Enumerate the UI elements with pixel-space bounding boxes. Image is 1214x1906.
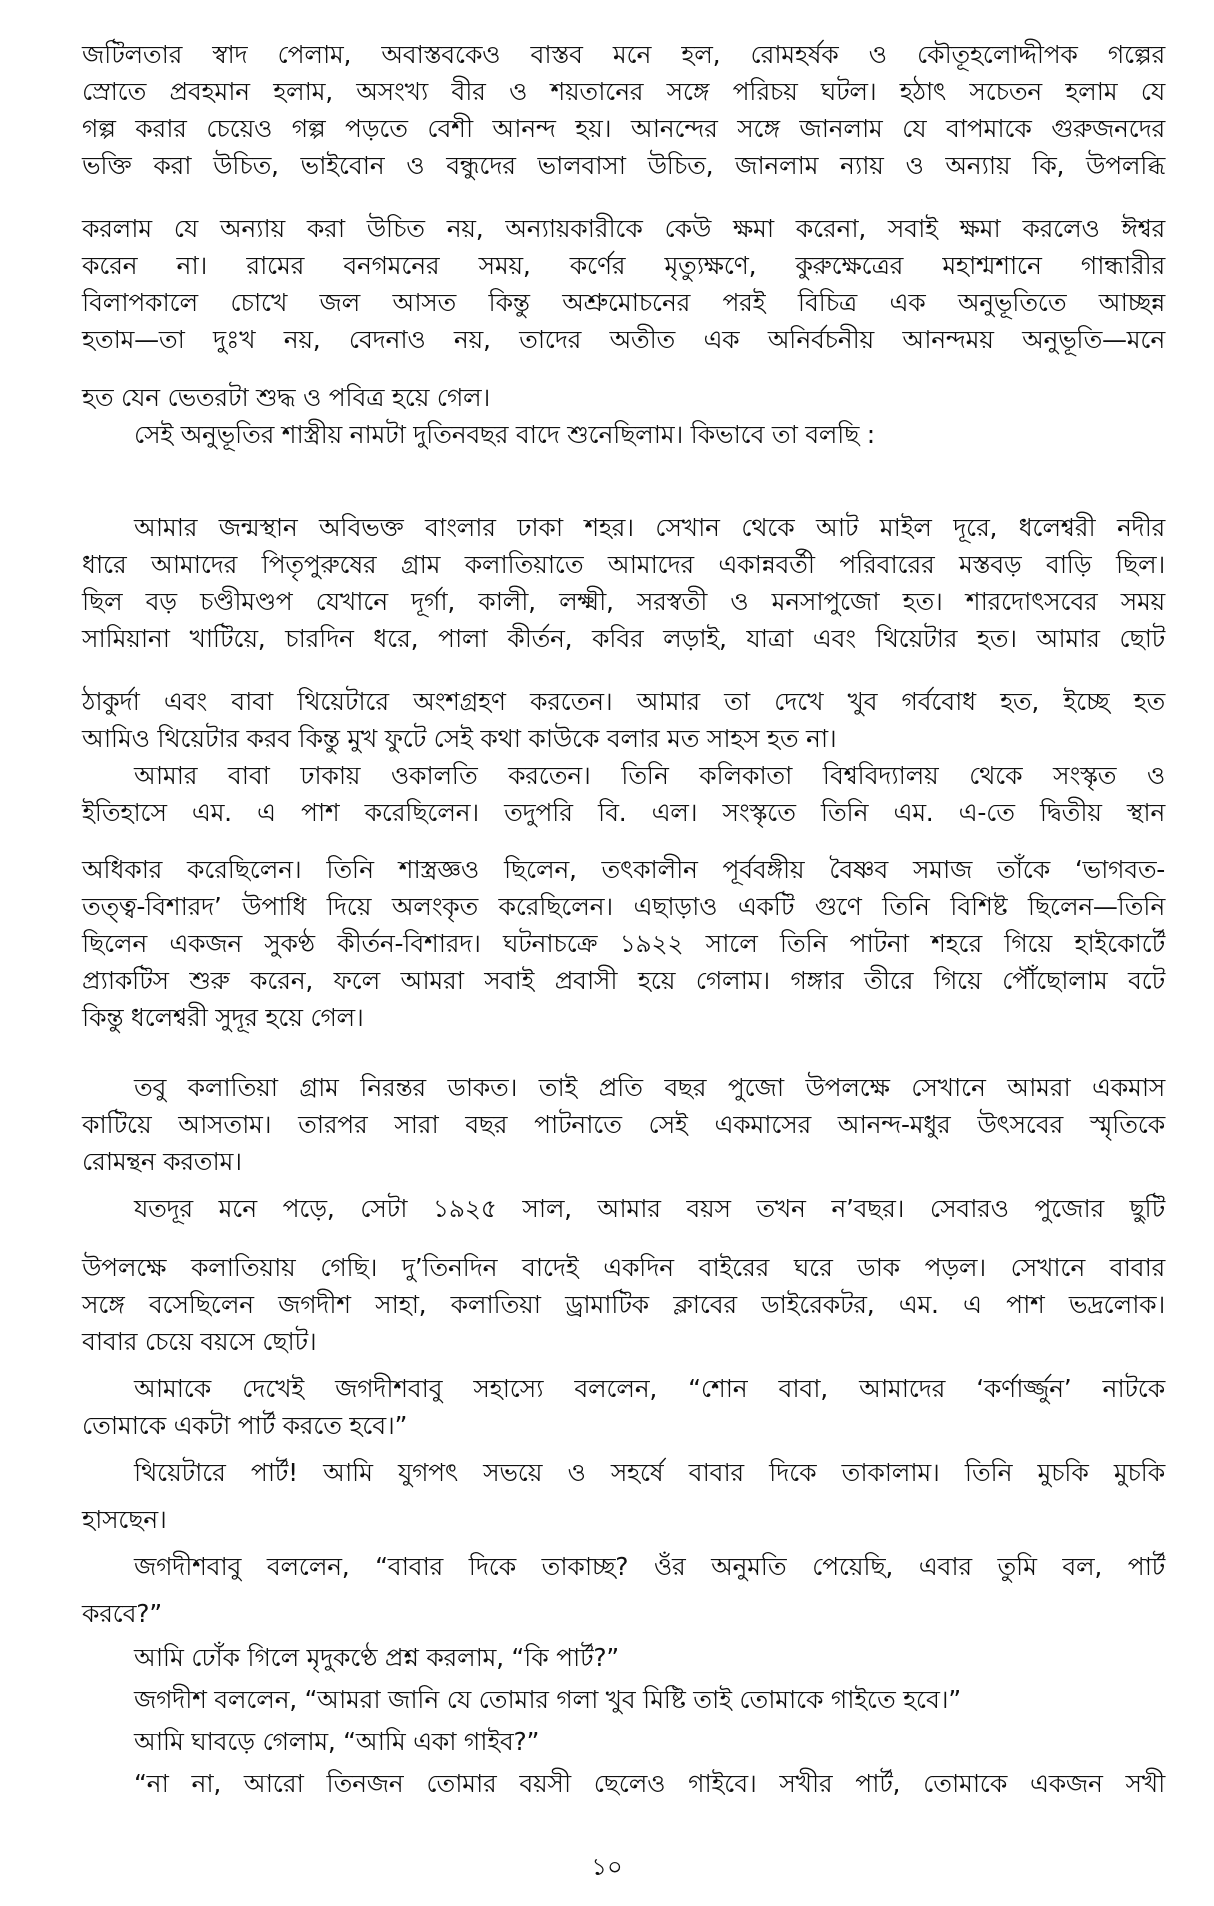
text-line: ইতিহাসে এম. এ পাশ করেছিলেন। তদুপরি বি. এল। সংস্কৃতে তিনি এম. এ-তে দ্বিতীয় স্থান — [82, 798, 1165, 827]
text-line: স্রোতে প্রবহমান হলাম, অসংখ্য বীর ও শয়তানের সঙ্গে পরিচয় ঘটল। হঠাৎ সচেতন হলাম যে — [82, 77, 1165, 106]
text-line: বিলাপকালে চোখে জল আসত কিন্তু অশ্রুমোচনের পরই বিচিত্র এক অনুভূতিতে আচ্ছন্ন — [82, 288, 1165, 317]
text-line: আমিও থিয়েটার করব কিন্তু মুখ ফুটে সেই কথা কাউকে বলার মত সাহস হত না। — [82, 724, 837, 753]
text-line: জগদীশ বললেন, “আমরা জানি যে তোমার গলা খুব মিষ্টি তাই তোমাকে গাইতে হবে।” — [134, 1685, 961, 1714]
text-line: জটিলতার স্বাদ পেলাম, অবাস্তবকেও বাস্তব মনে হল, রোমহর্ষক ও কৌতূহলোদ্দীপক গল্পের — [82, 40, 1165, 69]
text-line: উপলক্ষে কলাতিয়ায় গেছি। দু’তিনদিন বাদেই একদিন বাইরের ঘরে ডাক পড়ল। সেখানে বাবার — [82, 1253, 1165, 1282]
text-line: হাসছেন। — [82, 1505, 167, 1534]
text-line: প্র্যাকটিস শুরু করেন, ফলে আমরা সবাই প্রবাসী হয়ে গেলাম। গঙ্গার তীরে গিয়ে পৌঁছোলাম বটে — [82, 966, 1165, 995]
text-line: সেই অনুভূতির শাস্ত্রীয় নামটা দুতিনবছর বাদে শুনেছিলাম। কিভাবে তা বলছি : — [134, 420, 875, 449]
text-line: “না না, আরো তিনজন তোমার বয়সী ছেলেও গাইবে। সখীর পার্ট, তোমাকে একজন সখী — [134, 1769, 1165, 1798]
text-line: অধিকার করেছিলেন। তিনি শাস্ত্রজ্ঞও ছিলেন, তৎকালীন পূর্ববঙ্গীয় বৈষ্ণব সমাজ তাঁকে ‘ভাগবত- — [82, 855, 1165, 884]
text-line: হত যেন ভেতরটা শুদ্ধ ও পবিত্র হয়ে গেল। — [82, 383, 491, 412]
text-line: রোমন্থন করতাম। — [82, 1147, 242, 1176]
text-line: তবু কলাতিয়া গ্রাম নিরন্তর ডাকত। তাই প্রতি বছর পুজো উপলক্ষে সেখানে আমরা একমাস — [134, 1073, 1165, 1102]
page-number: ১০ — [591, 1853, 623, 1881]
text-line: তত্ত্ব-বিশারদ’ উপাধি দিয়ে অলংকৃত করেছিলেন। এছাড়াও একটি গুণে তিনি বিশিষ্ট ছিলেন—তিনি — [82, 892, 1165, 921]
text-line: করেন না। রামের বনগমনের সময়, কর্ণের মৃত্যুক্ষণে, কুরুক্ষেত্রের মহাশ্মশানে গান্ধারীর — [82, 251, 1165, 280]
text-line: করলাম যে অন্যায় করা উচিত নয়, অন্যায়কারীকে কেউ ক্ষমা করেনা, সবাই ক্ষমা করলেও ঈশ্বর — [82, 214, 1165, 243]
text-line: ঠাকুর্দা এবং বাবা থিয়েটারে অংশগ্রহণ করতেন। আমার তা দেখে খুব গর্ববোধ হত, ইচ্ছে হত — [82, 687, 1165, 716]
text-line: সঙ্গে বসেছিলেন জগদীশ সাহা, কলাতিয়া ড্রামাটিক ক্লাবের ডাইরেকটর, এম. এ পাশ ভদ্রলোক। — [82, 1290, 1165, 1319]
text-line: যতদূর মনে পড়ে, সেটা ১৯২৫ সাল, আমার বয়স তখন ন’বছর। সেবারও পুজোর ছুটি — [134, 1194, 1165, 1223]
text-line: সামিয়ানা খাটিয়ে, চারদিন ধরে, পালা কীর্তন, কবির লড়াই, যাত্রা এবং থিয়েটার হত। আমার ছোট — [82, 624, 1165, 653]
text-line: আমি ঢোঁক গিলে মৃদুকণ্ঠে প্রশ্ন করলাম, “কি পার্ট?” — [134, 1643, 619, 1672]
text-line: থিয়েটারে পার্ট! আমি যুগপৎ সভয়ে ও সহর্ষে বাবার দিকে তাকালাম। তিনি মুচকি মুচকি — [134, 1458, 1165, 1487]
text-line: জগদীশবাবু বললেন, “বাবার দিকে তাকাচ্ছ? ওঁর অনুমতি পেয়েছি, এবার তুমি বল, পার্ট — [134, 1552, 1165, 1581]
text-line: বাবার চেয়ে বয়সে ছোট। — [82, 1327, 317, 1356]
text-line: আমার জন্মস্থান অবিভক্ত বাংলার ঢাকা শহর। সেখান থেকে আট মাইল দূরে, ধলেশ্বরী নদীর — [134, 513, 1165, 542]
text-line: কিন্তু ধলেশ্বরী সুদূর হয়ে গেল। — [82, 1003, 364, 1032]
text-line: ভক্তি করা উচিত, ভাইবোন ও বন্ধুদের ভালবাসা উচিত, জানলাম ন্যায় ও অন্যায় কি, উপলব্ধি — [82, 151, 1165, 180]
text-line: আমি ঘাবড়ে গেলাম, “আমি একা গাইব?” — [134, 1727, 540, 1756]
text-line: কাটিয়ে আসতাম। তারপর সারা বছর পাটনাতে সেই একমাসের আনন্দ-মধুর উৎসবের স্মৃতিকে — [82, 1110, 1165, 1139]
text-line: গল্প করার চেয়েও গল্প পড়তে বেশী আনন্দ হয়। আনন্দের সঙ্গে জানলাম যে বাপমাকে গুরুজনদের — [82, 114, 1165, 143]
text-line: ধারে আমাদের পিতৃপুরুষের গ্রাম কলাতিয়াতে আমাদের একান্নবর্তী পরিবারের মস্তবড় বাড়ি ছিল। — [82, 550, 1165, 579]
text-line: আমাকে দেখেই জগদীশবাবু সহাস্যে বললেন, “শোন বাবা, আমাদের ‘কর্ণার্জ্জুন’ নাটকে — [134, 1374, 1165, 1403]
text-line: করবে?” — [82, 1599, 162, 1628]
text-line: তোমাকে একটা পার্ট করতে হবে।” — [82, 1411, 408, 1440]
text-line: আমার বাবা ঢাকায় ওকালতি করতেন। তিনি কলিকাতা বিশ্ববিদ্যালয় থেকে সংস্কৃত ও — [134, 761, 1165, 790]
text-line: ছিলেন একজন সুকণ্ঠ কীর্তন-বিশারদ। ঘটনাচক্রে ১৯২২ সালে তিনি পাটনা শহরে গিয়ে হাইকোর্টে — [82, 929, 1165, 958]
text-line: হতাম—তা দুঃখ নয়, বেদনাও নয়, তাদের অতীত এক অনির্বচনীয় আনন্দময় অনুভূতি—মনে — [82, 325, 1165, 354]
text-line: ছিল বড় চণ্ডীমণ্ডপ যেখানে দূর্গা, কালী, লক্ষ্মী, সরস্বতী ও মনসাপুজো হত। শারদোৎসবের সময় — [82, 587, 1165, 616]
